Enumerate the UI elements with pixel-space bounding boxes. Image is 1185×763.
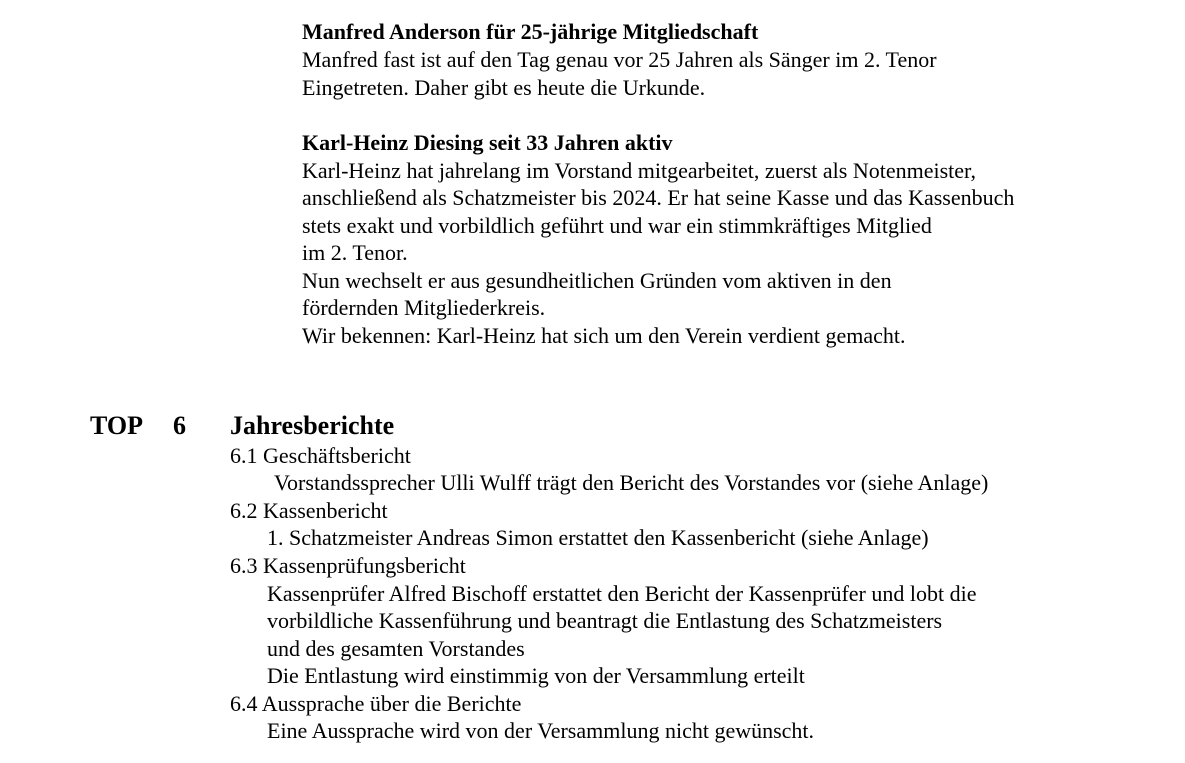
top-title: Jahresberichte	[230, 411, 395, 440]
section-text-line: Die Entlastung wird einstimmig von der Versammlung erteilt	[267, 663, 805, 688]
section-text-line: Eine Aussprache wird von der Versammlung nicht gewünscht.	[267, 718, 815, 743]
section-heading: 6.2 Kassenbericht	[230, 498, 388, 523]
honor-text-line: anschließend als Schatzmeister bis 2024. Er hat seine Kasse und das Kassenbuch	[302, 185, 1015, 210]
honor-text-line: Wir bekennen: Karl-Heinz hat sich um den Verein verdient gemacht.	[302, 323, 906, 348]
section-text-line: Kassenprüfer Alfred Bischoff erstattet den Bericht der Kassenprüfer und lobt die	[267, 581, 977, 606]
section-text-line: vorbildliche Kassenführung und beantragt die Entlastung des Schatzmeisters	[267, 608, 943, 633]
honor-text-line: im 2. Tenor.	[302, 240, 408, 265]
honor-text-line: Karl-Heinz hat jahrelang im Vorstand mitgearbeitet, zuerst als Notenmeister,	[302, 158, 976, 183]
honor-title: Karl-Heinz Diesing seit 33 Jahren aktiv	[302, 130, 673, 155]
honor-text-line: Eingetreten. Daher gibt es heute die Urkunde.	[302, 75, 706, 100]
section-text-line: 1. Schatzmeister Andreas Simon erstattet den Kassenbericht (siehe Anlage)	[267, 525, 929, 550]
honor-text-line: fördernden Mitgliederkreis.	[302, 295, 546, 320]
section-heading: 6.3 Kassenprüfungsbericht	[230, 553, 466, 578]
honor-text-line: Manfred fast ist auf den Tag genau vor 25 Jahren als Sänger im 2. Tenor	[302, 47, 937, 72]
section-heading: 6.4 Aussprache über die Berichte	[230, 691, 522, 716]
honor-text-line: stets exakt und vorbildlich geführt und war ein stimmkräftiges Mitglied	[302, 213, 932, 238]
section-heading: 6.1 Geschäftsbericht	[230, 443, 411, 468]
section-text-line: Vorstandssprecher Ulli Wulff trägt den Bericht des Vorstandes vor (siehe Anlage)	[274, 470, 989, 495]
top-number: 6	[173, 411, 186, 440]
honor-text-line: Nun wechselt er aus gesundheitlichen Gründen vom aktiven in den	[302, 268, 892, 293]
section-text-line: und des gesamten Vorstandes	[267, 636, 525, 661]
top-label: TOP	[90, 411, 143, 440]
honor-title: Manfred Anderson für 25-jährige Mitgliedschaft	[302, 19, 759, 44]
